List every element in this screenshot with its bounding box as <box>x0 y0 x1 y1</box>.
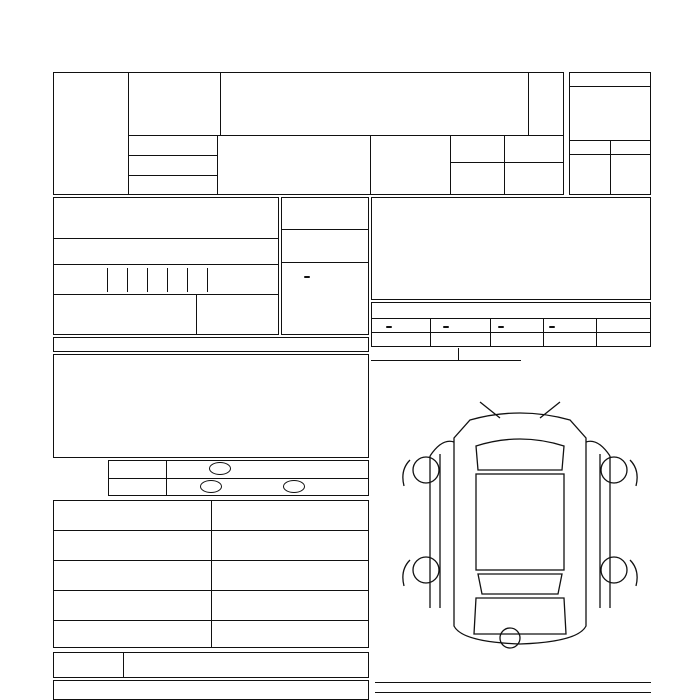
fuel-gasoline <box>304 272 310 281</box>
equip-ps[interactable] <box>386 319 392 330</box>
shift-section <box>281 197 369 335</box>
mileage-digits <box>88 268 228 292</box>
notes-section <box>53 354 369 458</box>
history-section <box>53 197 279 335</box>
tire-rings <box>413 457 627 648</box>
equip-abs[interactable] <box>498 319 504 330</box>
equip-airbag[interactable] <box>549 319 555 330</box>
recycle-row <box>53 337 369 352</box>
registration-row <box>53 680 369 700</box>
car-damage-diagram <box>390 398 650 656</box>
top-section <box>53 72 564 195</box>
equip-pw[interactable] <box>443 319 449 330</box>
equipment-section <box>371 302 651 347</box>
chassis-row <box>53 652 369 678</box>
sales-point-section <box>371 197 651 300</box>
